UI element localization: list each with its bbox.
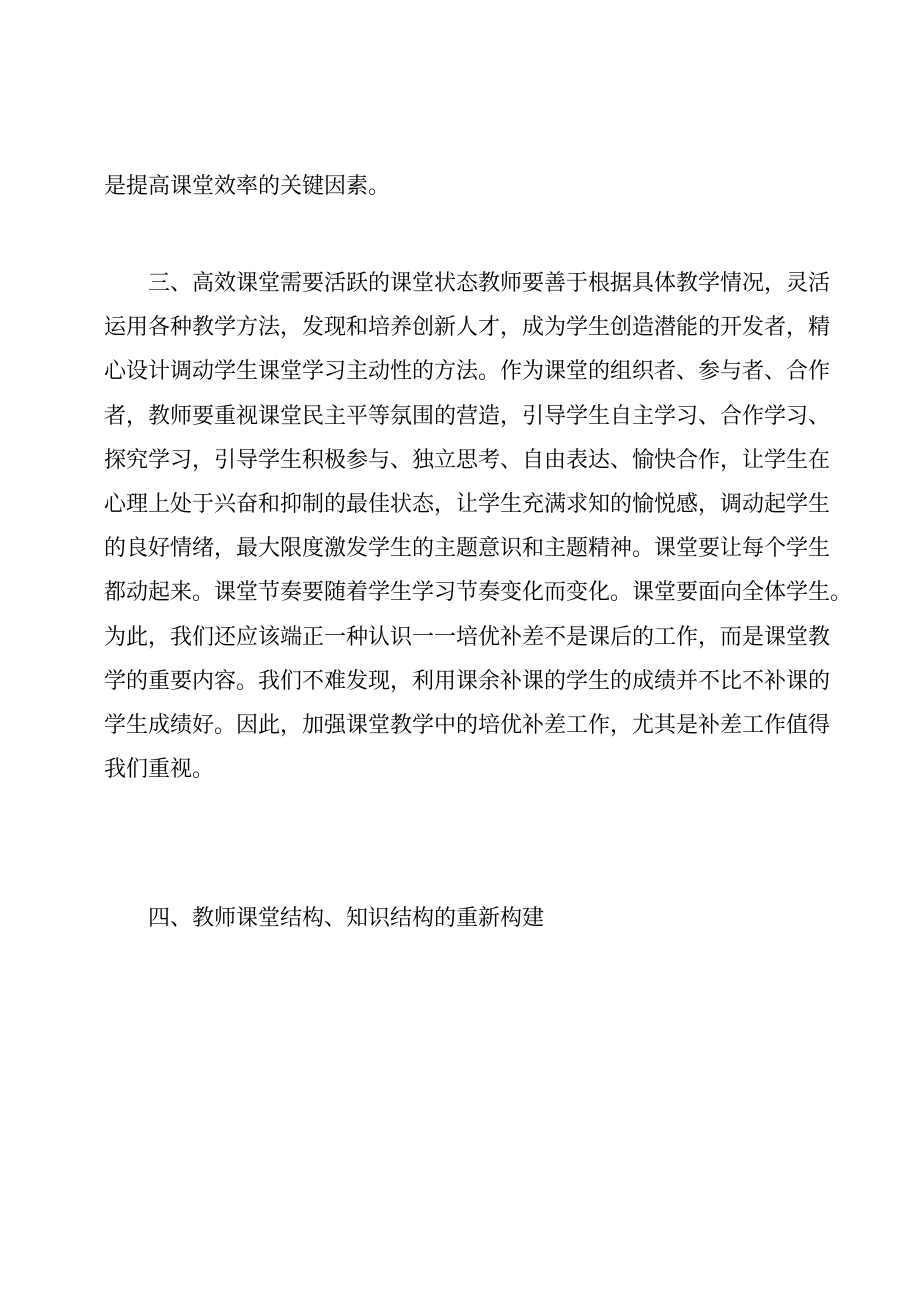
paragraph-line: 是提高课堂效率的关键因素。 — [104, 174, 391, 199]
paragraph-line: 为此，我们还应该端正一种认识一一培优补差不是课后的工作，而是课堂教 — [104, 624, 831, 650]
paragraph-line: 心设计调动学生课堂学习主动性的方法。作为课堂的组织者、参与者、合作 — [104, 359, 831, 385]
paragraph-line: 运用各种教学方法，发现和培养创新人才，成为学生创造潜能的开发者，精 — [104, 315, 831, 341]
paragraph-line: 三、高效课堂需要活跃的课堂状态教师要善于根据具体教学情况，灵活 — [148, 271, 831, 296]
paragraph-line: 探究学习，引导学生积极参与、独立思考、自由表达、愉快合作，让学生在 — [104, 447, 831, 473]
paragraph-line: 都动起来。课堂节奏要随着学生学习节奏变化而变化。课堂要面向全体学生。 — [104, 580, 853, 606]
paragraph-line: 心理上处于兴奋和抑制的最佳状态，让学生充满求知的愉悦感，调动起学生 — [104, 491, 831, 517]
paragraph-line: 的良好情绪，最大限度激发学生的主题意识和主题精神。课堂要让每个学生 — [104, 536, 831, 562]
heading-line: 四、教师课堂结构、知识结构的重新构建 — [148, 906, 545, 931]
paragraph-line: 学的重要内容。我们不难发现，利用课余补课的学生的成绩并不比不补课的 — [104, 668, 831, 694]
paragraph-line: 者，教师要重视课堂民主平等氛围的营造，引导学生自主学习、合作学习、 — [104, 403, 831, 429]
paragraph-line: 学生成绩好。因此，加强课堂教学中的培优补差工作，尤其是补差工作值得 — [104, 712, 831, 738]
section-three-paragraph — [104, 262, 853, 792]
paragraph-line: 我们重视。 — [104, 757, 215, 783]
continuation-paragraph — [104, 165, 834, 209]
section-four-heading — [104, 897, 834, 941]
